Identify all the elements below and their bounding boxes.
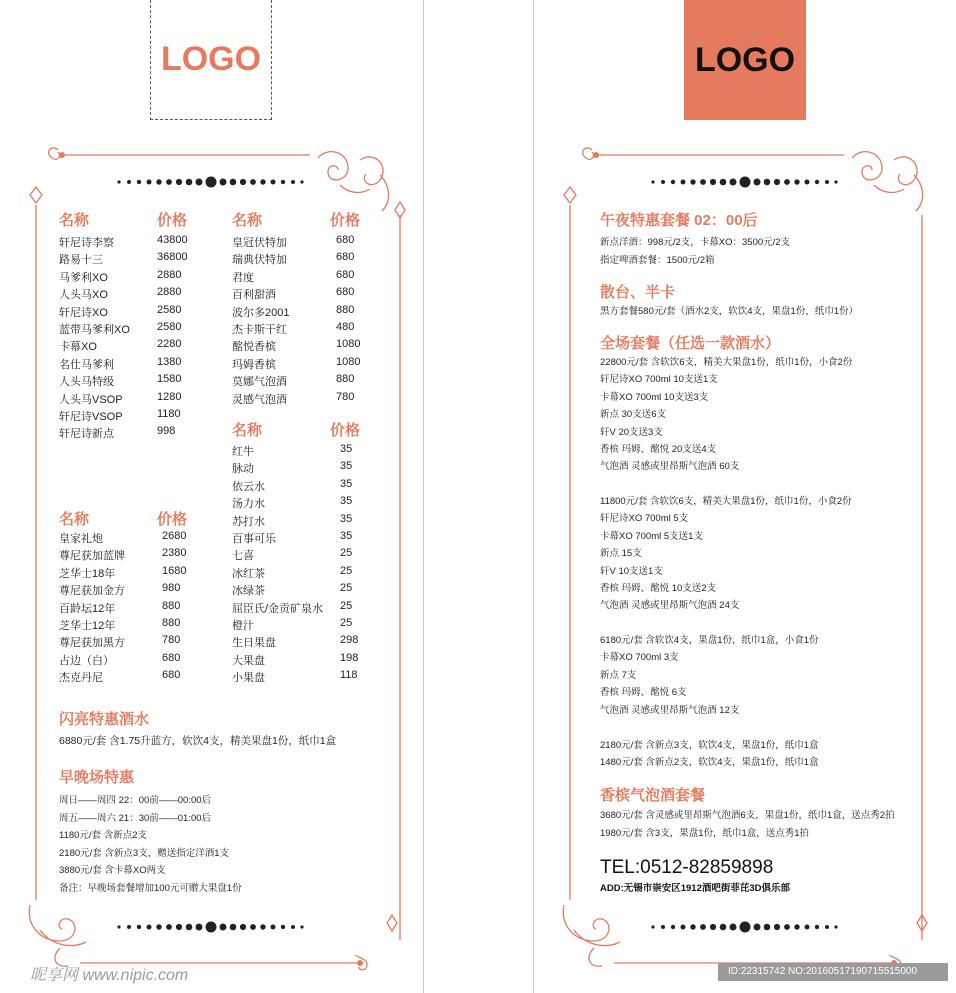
menu-item-price: 680 [162,669,181,682]
menu-item-name: 路易十三 [59,254,103,267]
menu-item-name: 冰红茶 [232,567,265,580]
dot-divider-bottom [115,921,305,933]
menu-item-name: 莫娜气泡酒 [232,376,287,389]
table1-name-header: 名称 [59,212,90,229]
menu-item-price: 1080 [336,338,361,351]
menu-item-name: 百龄坛12年 [59,602,116,615]
menu-item-price: 780 [162,634,181,647]
promo-flash-title: 闪亮特惠酒水 [59,711,150,728]
text-line: 新点 30支送6支 [600,409,666,421]
text-line: 周五——周六 21：30前——01:00后 [59,812,212,824]
menu-item-name: 灵感气泡酒 [232,393,287,406]
table4-name-header: 名称 [59,511,90,528]
table2-price-header: 价格 [330,212,361,229]
menu-item-price: 880 [336,373,355,386]
menu-item-price: 1580 [157,373,182,386]
menu-item-name: 瑞典伏特加 [232,254,287,267]
menu-item-price: 43800 [157,234,188,246]
watermark-id: ID:22315742 NO:20160517190715515000 [718,963,948,981]
menu-item-name: 尊尼获加黑方 [59,637,125,650]
menu-item-price: 36800 [157,251,188,264]
menu-item-name: 脉动 [232,463,254,476]
text-line: 卡幕XO 700ml 5支送1支 [600,530,703,542]
text-line: 轩V 20支送3支 [600,426,663,438]
menu-item-price: 2380 [162,547,187,560]
menu-item-name: 轩尼诗VSOP [59,411,123,423]
menu-item-price: 25 [340,599,353,612]
menu-item-price: 680 [336,268,355,281]
menu-item-price: 1080 [336,355,361,368]
menu-item-price: 2580 [157,303,182,316]
menu-item-name: 依云水 [232,480,265,493]
text-line: 气泡酒 灵感或里昂斯气泡酒 12支 [600,704,740,716]
menu-item-price: 35 [340,460,353,473]
text-line: 11800元/套 含软饮6支，精美大果盘1份，纸巾1份，小食2份 [600,496,852,507]
menu-item-price: 298 [340,634,359,647]
text-line: 卡幕XO 700ml 10支送3支 [600,391,709,403]
menu-item-name: 杰克丹尼 [59,672,103,685]
text-line: 6180元/套 含软饮4支，果盘1份，纸巾1盒，小食1份 [600,635,819,646]
champagne-package-title: 香槟气泡酒套餐 [600,787,706,804]
menu-item-price: 2680 [162,530,187,542]
menu-item-name: 百利甜酒 [232,289,276,302]
text-line: 香槟 玛姆、酩悦 20支送4支 [600,444,717,455]
menu-item-price: 680 [336,286,355,299]
text-line: 气泡酒 灵感或里昂斯气泡酒 24支 [600,600,740,612]
menu-item-name: 冰绿茶 [232,585,265,598]
menu-item-price: 198 [340,651,359,664]
menu-item-price: 1180 [157,408,181,420]
menu-item-name: 橙汁 [232,620,254,632]
menu-item-name: 皇冠伏特加 [232,237,287,249]
menu-item-price: 980 [162,582,181,595]
menu-item-price: 25 [340,547,353,560]
menu-item-name: 百事可乐 [232,533,276,545]
menu-item-price: 998 [157,425,176,438]
text-line: 1480元/套 含新点2支，软饮4支，果盘1份，纸巾1盒 [600,757,819,769]
menu-item-name: 轩尼诗XO [59,306,108,319]
menu-item-name: 蓝带马爹利XO [59,324,130,336]
menu-item-name: 波尔多2001 [232,306,290,319]
table4-price-header: 价格 [157,511,188,528]
menu-item-name: 玛姆香槟 [232,358,276,371]
text-line: 新点洋酒：998元/2支，卡幕XO：3500元/2支 [600,237,791,248]
text-line: 22800元/套 含软饮6支，精美大果盘1份，纸巾1份，小食2份 [600,357,853,368]
menu-panel-left [0,0,424,993]
menu-item-name: 七喜 [232,550,254,563]
text-line: 3880元/套 含卡幕XO两支 [59,865,166,876]
menu-item-price: 2880 [157,286,182,299]
promo-flash-line: 6880元/套 含1.75升蓝方，软饮4支，精美果盘1份，纸巾1盒 [59,735,337,747]
text-line: 轩尼诗XO 700ml 10支送1支 [600,374,718,386]
menu-item-price: 2880 [157,268,182,281]
text-line: 2180元/套 含新点3支，赠送指定洋酒1支 [59,847,229,859]
menu-item-price: 2580 [157,321,182,333]
menu-item-name: 屈臣氏/金贡矿泉水 [232,602,324,615]
table-half-card-title: 散台、半卡 [600,284,676,301]
menu-item-price: 680 [162,651,181,664]
menu-item-name: 马爹利XO [59,271,108,284]
menu-item-price: 880 [336,303,355,316]
menu-item-price: 25 [340,564,353,577]
text-line: 轩V 10支送1支 [600,565,663,577]
menu-item-name: 人头马VSOP [59,393,123,406]
menu-item-price: 880 [162,599,181,612]
menu-item-name: 尊尼获加蓝牌 [59,550,125,563]
text-line: 卡幕XO 700ml 3支 [600,652,679,664]
menu-item-price: 35 [340,495,353,508]
menu-panel-right [533,0,956,993]
text-line: 3680元/套 含灵感或里昂斯气泡酒6支，果盘1份，纸巾1盒，送点秀2拍 [600,810,895,821]
menu-item-price: 680 [336,251,355,264]
text-line: 1980元/套 含3支，果盘1份，纸巾1盒，送点秀1拍 [600,827,810,839]
dot-divider-bottom [649,921,839,933]
menu-item-price: 35 [340,512,353,525]
watermark-site: 昵享网 www.nipic.com [30,967,189,984]
table3-price-header: 价格 [330,422,361,439]
text-line: 2180元/套 含新点3支，软饮4支，果盘1份，纸巾1盒 [600,740,819,751]
full-package-title: 全场套餐（任选一款酒水） [600,335,781,352]
dot-divider-top [115,176,305,188]
menu-item-name: 人头马XO [59,289,108,302]
menu-item-name: 芝华士18年 [59,567,116,580]
text-line: 周日——周四 22：00前——00:00后 [59,795,212,806]
logo-placeholder: LOGO [150,0,272,120]
table3-name-header: 名称 [232,422,263,439]
menu-item-price: 680 [336,234,355,246]
menu-item-price: 480 [336,321,355,333]
menu-item-name: 汤力水 [232,498,265,511]
menu-item-price: 35 [340,443,353,455]
menu-item-name: 尊尼获加金方 [59,585,125,598]
menu-item-name: 人头马特级 [59,376,114,389]
text-line: 新点 15支 [600,548,642,560]
telephone: TEL:0512-82859898 [600,857,774,878]
text-line: 新点 7支 [600,669,637,681]
table2-name-header: 名称 [232,212,263,229]
menu-item-name: 小果盘 [232,672,265,685]
menu-item-price: 35 [340,530,353,542]
menu-item-name: 酩悦香槟 [232,341,276,354]
menu-item-price: 1680 [162,564,187,577]
menu-item-name: 名仕马爹利 [59,358,114,371]
panel-gap [424,0,532,993]
table1-price-header: 价格 [157,212,188,229]
menu-item-name: 君度 [232,271,254,284]
menu-item-name: 杰卡斯干红 [232,324,287,336]
menu-item-price: 118 [340,669,358,682]
menu-item-name: 红牛 [232,446,254,458]
menu-item-name: 芝华士12年 [59,620,116,632]
menu-item-name: 皇家礼炮 [59,533,103,545]
menu-item-price: 780 [336,390,355,403]
text-line: 香槟 玛姆、酩悦 6支 [600,687,687,699]
promo-early-late-title: 早晚场特惠 [59,769,135,786]
menu-item-price: 2280 [157,338,182,351]
menu-item-name: 生日果盘 [232,637,276,650]
menu-item-price: 25 [340,617,353,629]
text-line: 指定啤酒套餐：1500元/2箱 [600,254,715,266]
address: ADD:无锡市崇安区1912酒吧街菲芘3D俱乐部 [600,883,791,894]
logo-block: LOGO [684,0,806,120]
menu-item-name: 轩尼诗新点 [59,428,114,441]
menu-item-price: 1380 [157,355,182,368]
midnight-special-title: 午夜特惠套餐 02：00后 [600,212,758,229]
menu-item-price: 880 [162,617,181,629]
menu-item-price: 25 [340,582,353,595]
menu-item-price: 35 [340,477,353,490]
menu-item-name: 占边（白） [59,654,114,667]
dot-divider-top [649,176,839,188]
text-line: 气泡酒 灵感或里昂斯气泡酒 60支 [600,461,740,473]
text-line: 轩尼诗XO 700ml 5支 [600,513,689,525]
menu-item-name: 轩尼诗李察 [59,237,114,249]
text-line: 备注：早晚场套餐增加100元可赠大果盘1份 [59,882,242,894]
menu-item-name: 苏打水 [232,515,265,528]
text-line: 黑方套餐580元/套（酒水2支，软饮4支，果盘1份，纸巾1份） [600,306,859,317]
text-line: 1180元/套 含新点2支 [59,830,147,841]
menu-item-name: 大果盘 [232,654,265,667]
menu-item-name: 卡幕XO [59,341,97,354]
menu-item-price: 1280 [157,390,182,403]
text-line: 香槟 玛姆、酩悦 10支送2支 [600,583,717,594]
